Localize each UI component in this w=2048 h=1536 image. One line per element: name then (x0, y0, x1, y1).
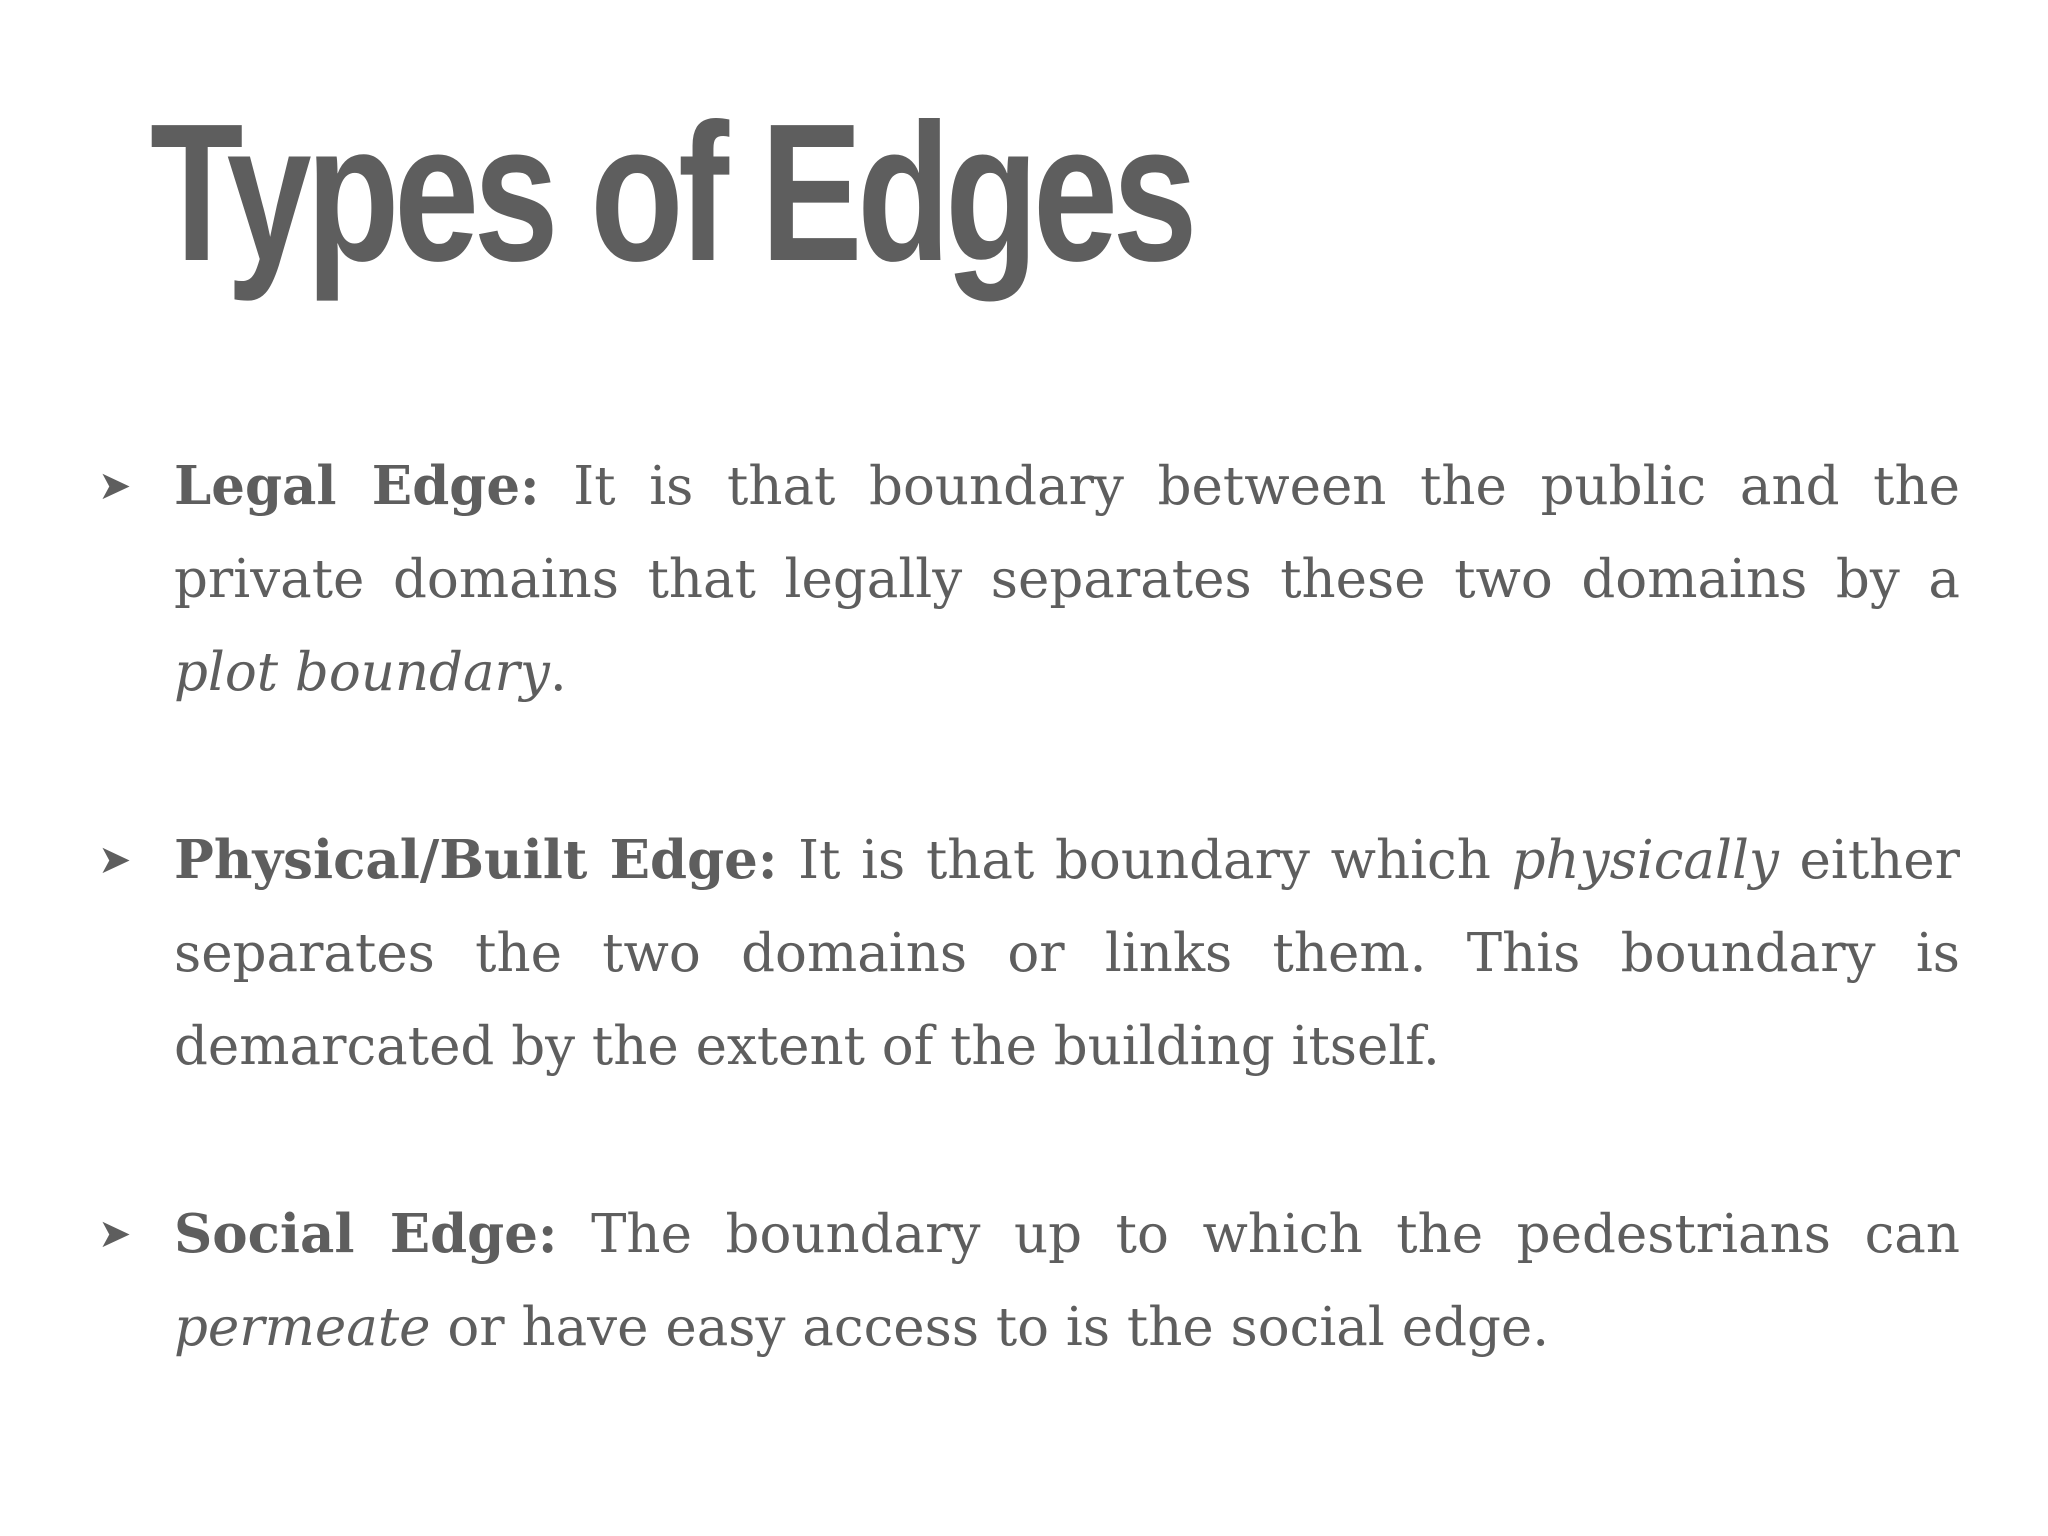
bullet-emphasis: plot boundary (174, 642, 550, 703)
bullet-item-physical-edge (98, 814, 1960, 1093)
bullet-text-end: either separates the two domains or links them. This boundary is demarcated by the extent of the building itself. (174, 830, 1960, 1077)
bullet-text-end: or have easy access to is the social edge. (430, 1297, 1550, 1358)
bullet-text: It is that boundary which (777, 830, 1512, 891)
bullet-term: Social Edge: (174, 1203, 558, 1265)
bullet-text-end: . (549, 642, 567, 703)
page-title: Types of Edges (150, 83, 1193, 302)
bullet-item-legal-edge (98, 440, 1960, 719)
bullet-emphasis: physically (1511, 830, 1779, 891)
bullet-text: The boundary up to which the pedestrians can (557, 1204, 1960, 1265)
bullet-term: Legal Edge: (174, 455, 540, 517)
arrow-bullet-icon: ➤ (98, 837, 132, 883)
bullet-text: It is that boundary between the public and the private domains that legally separates these two domains by a (174, 456, 1960, 610)
bullet-list (98, 440, 1960, 1374)
arrow-bullet-icon: ➤ (98, 1211, 132, 1257)
bullet-item-social-edge (98, 1188, 1960, 1374)
arrow-bullet-icon: ➤ (98, 463, 132, 509)
bullet-term: Physical/Built Edge: (174, 829, 778, 891)
bullet-emphasis: permeate (174, 1297, 431, 1358)
